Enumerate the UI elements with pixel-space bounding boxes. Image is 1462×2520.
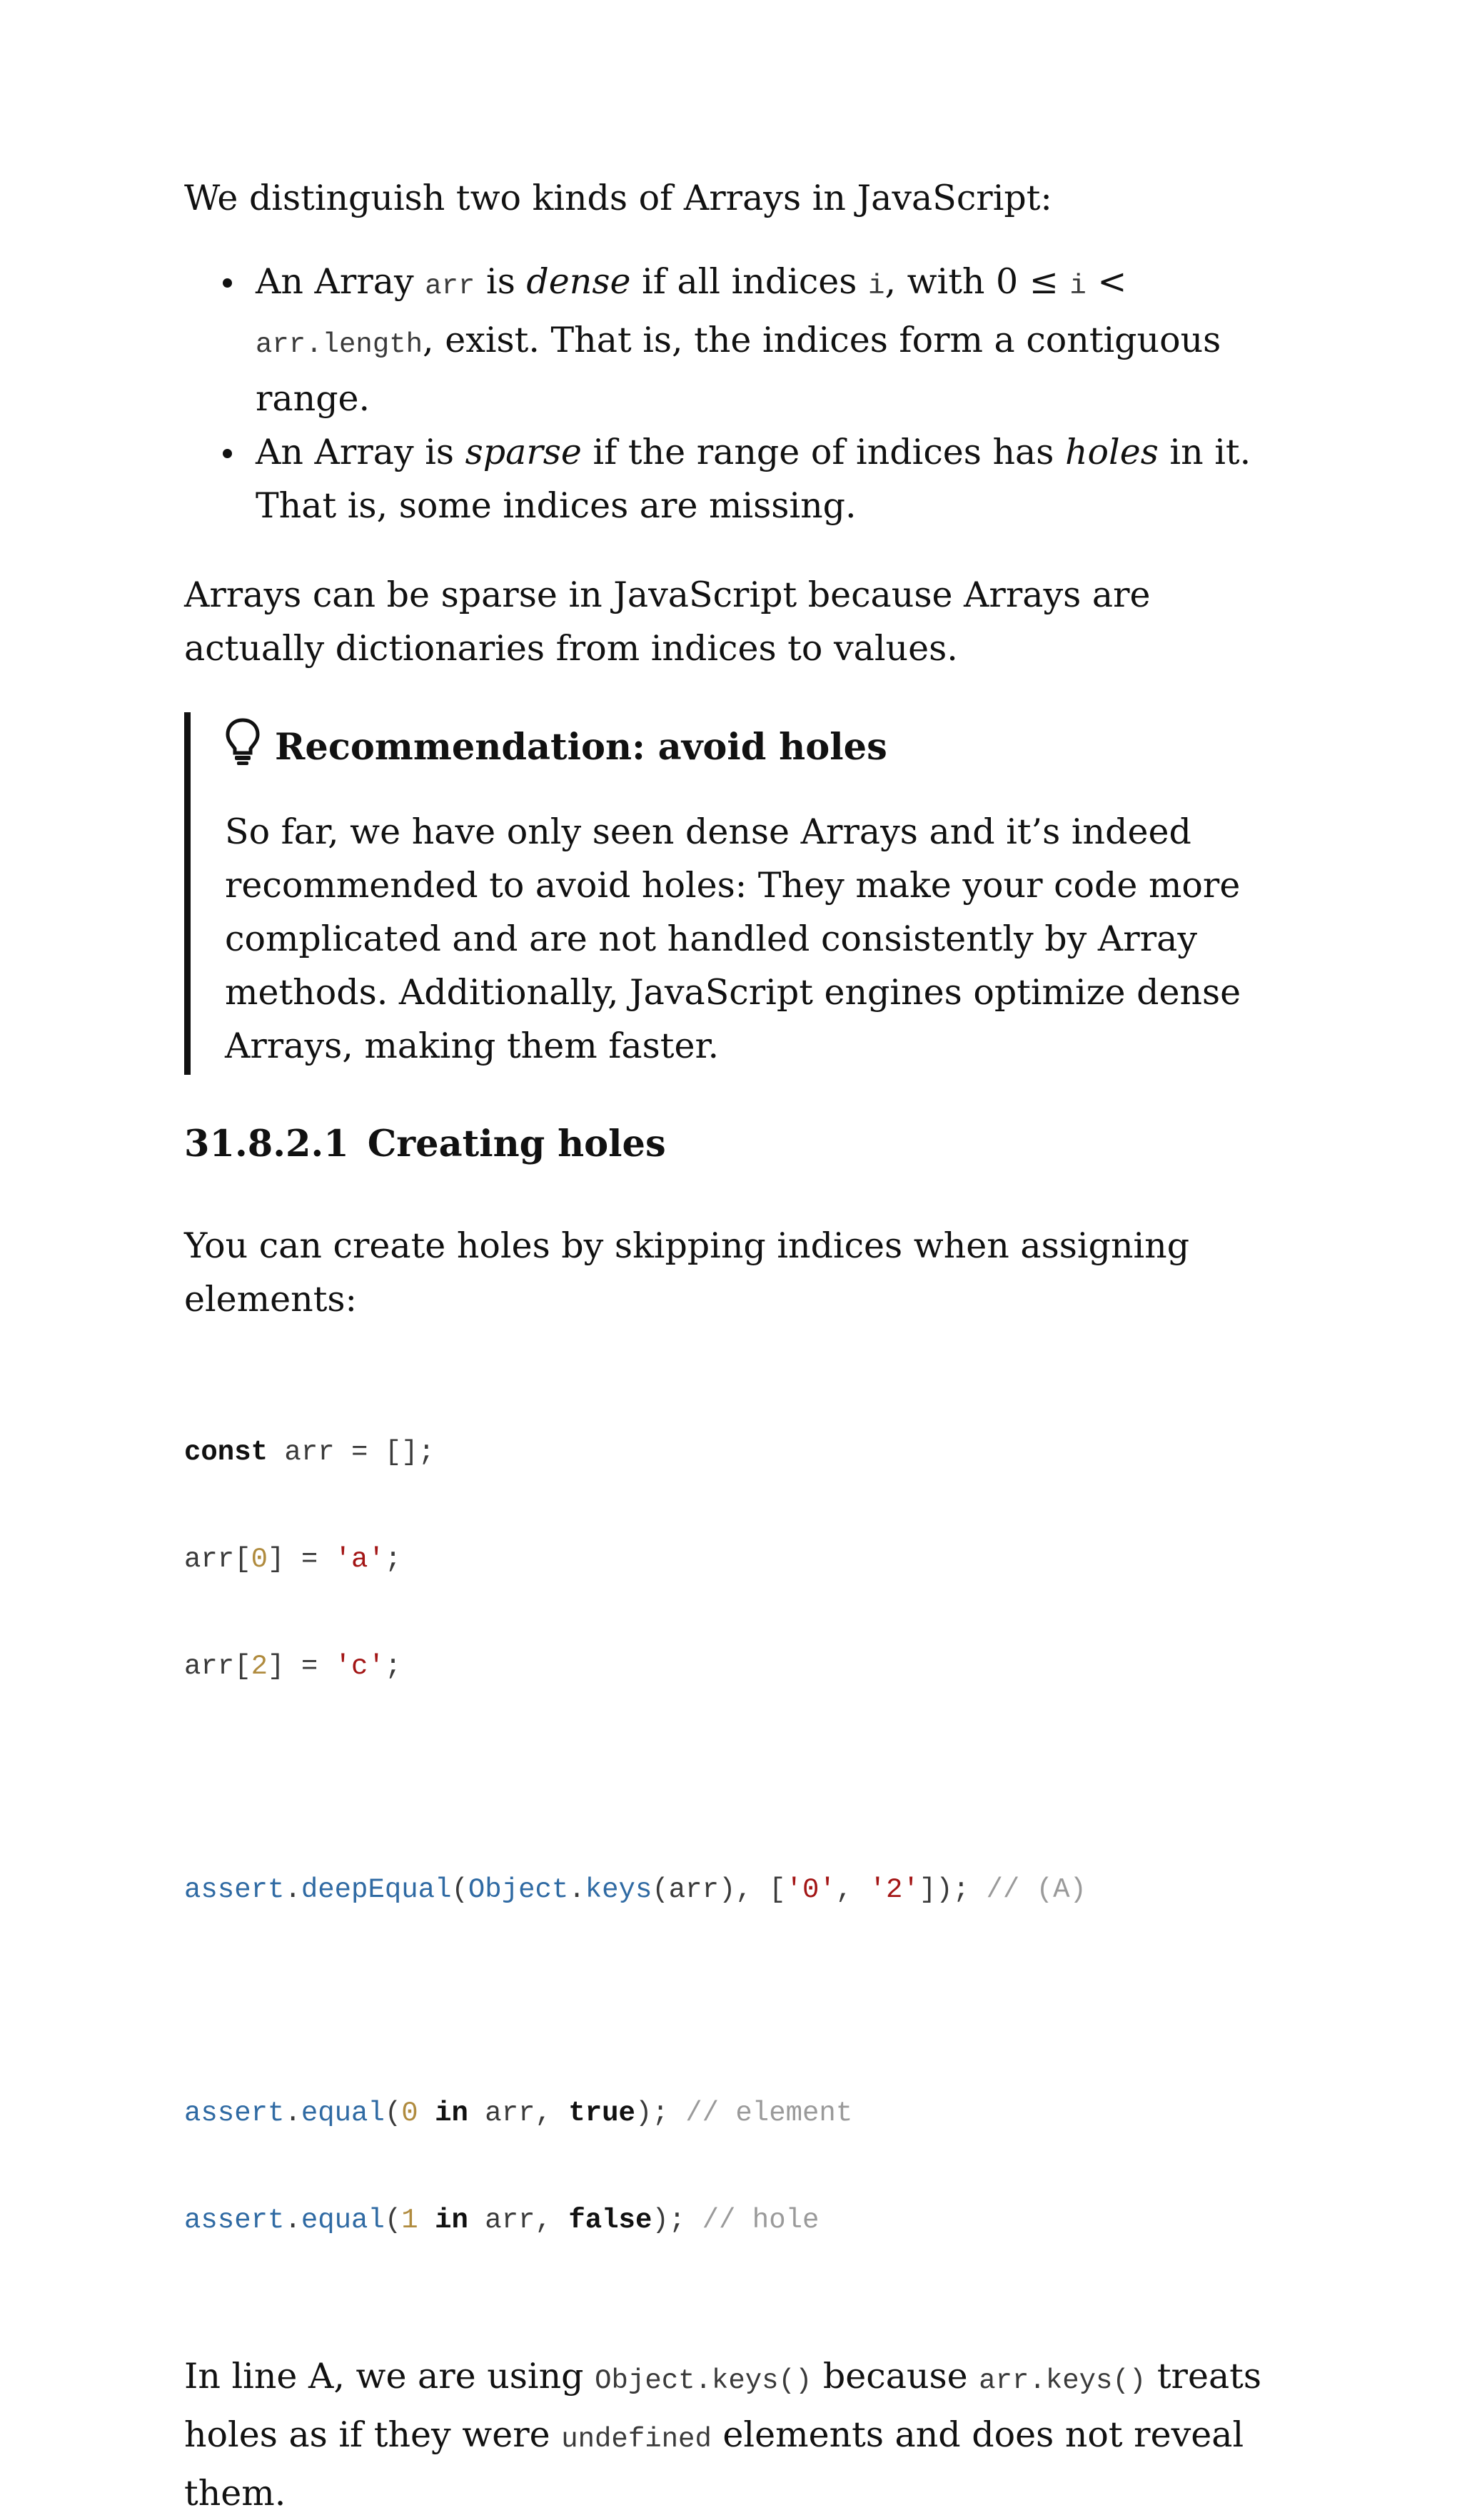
code-keyword: false xyxy=(568,2205,652,2236)
sparse-explanation-paragraph: Arrays can be sparse in JavaScript because Arrays are actually dictionaries from indices to values. xyxy=(184,575,1151,669)
inline-code: undefined xyxy=(561,2424,712,2455)
code-number: 2 xyxy=(251,1651,268,1682)
code-keyword: true xyxy=(568,2098,635,2129)
code-identifier: Object xyxy=(468,1874,569,1906)
code-text: (arr), [ xyxy=(652,1874,786,1906)
array-kinds-list xyxy=(184,255,1298,532)
code-text: ; xyxy=(384,1544,402,1575)
inline-code: i xyxy=(1069,270,1087,302)
code-identifier: assert xyxy=(184,1874,285,1906)
code-text: arr[ xyxy=(184,1544,251,1575)
section-number: 31.8.2.1 xyxy=(184,1123,349,1165)
code-keyword: in xyxy=(418,2098,468,2129)
code-keyword: const xyxy=(184,1437,268,1468)
text: because xyxy=(812,2356,979,2397)
list-item-sparse xyxy=(256,425,1298,532)
code-text: arr, xyxy=(468,2205,569,2236)
code-string: 'c' xyxy=(334,1651,385,1682)
code-text: , xyxy=(835,1874,869,1906)
text: An Array is xyxy=(256,432,465,472)
callout-body: So far, we have only seen dense Arrays and it’s indeed recommended to avoid holes: They make your code more complicated and are not handled consistently by Array methods. Additionally, JavaScript engines optimize dense Arrays, making them faster. xyxy=(225,811,1241,1066)
code-identifier: equal xyxy=(301,2205,385,2236)
code-keyword: in xyxy=(418,2205,468,2236)
code-text: ]); xyxy=(919,1874,987,1906)
code-text: ( xyxy=(451,1874,468,1906)
code-comment: // (A) xyxy=(986,1874,1087,1906)
code-text: . xyxy=(284,2098,301,2129)
emphasis: dense xyxy=(526,261,631,302)
text: In line A, we are using xyxy=(184,2356,595,2397)
code-text: arr = []; xyxy=(268,1437,435,1468)
text: in it. That is, some indices are missing. xyxy=(256,432,1251,526)
lightbulb-icon xyxy=(225,717,261,767)
code-text: ; xyxy=(384,1651,402,1682)
text: if all indices xyxy=(630,261,869,302)
text: is xyxy=(475,261,527,302)
callout-header xyxy=(225,712,1298,776)
code-number: 0 xyxy=(401,2098,418,2129)
emphasis: sparse xyxy=(465,432,582,472)
code-text: ); xyxy=(635,2098,686,2129)
code-line xyxy=(184,1542,1298,1577)
code-text: . xyxy=(284,1874,301,1906)
code-string: '2' xyxy=(869,1874,919,1906)
code-line xyxy=(184,2095,1298,2131)
text: , exist. That is, the indices form a contiguous range. xyxy=(256,320,1221,419)
conclusion-paragraph xyxy=(184,2349,1298,2520)
code-identifier: keys xyxy=(585,1874,652,1906)
inline-code: arr xyxy=(425,270,475,302)
text: elements and does not reveal them. xyxy=(184,2414,1244,2514)
holes-intro-paragraph: You can create holes by skipping indices when assigning elements: xyxy=(184,1225,1190,1320)
code-line xyxy=(184,2202,1298,2238)
inline-code: arr.keys() xyxy=(979,2365,1146,2397)
code-text: . xyxy=(568,1874,585,1906)
code-string: 'a' xyxy=(334,1544,385,1575)
code-text: ); xyxy=(652,2205,702,2236)
inline-code: arr.length xyxy=(256,329,423,360)
code-text: ] = xyxy=(268,1544,335,1575)
code-line xyxy=(184,1872,1298,1908)
section-heading xyxy=(184,1119,1298,1169)
page-content xyxy=(184,171,1298,2520)
list-item-dense xyxy=(256,255,1298,425)
code-text: arr, xyxy=(468,2098,569,2129)
code-blank-line xyxy=(184,1979,1298,2024)
code-identifier: assert xyxy=(184,2098,285,2129)
code-number: 0 xyxy=(251,1544,268,1575)
text: An Array xyxy=(256,261,425,302)
code-text: ( xyxy=(384,2205,402,2236)
code-comment: // hole xyxy=(702,2205,820,2236)
code-string: '0' xyxy=(785,1874,836,1906)
code-text: ( xyxy=(384,2098,402,2129)
code-block xyxy=(184,1363,1298,2309)
text: treats holes as if they were xyxy=(184,2356,1262,2455)
section-title: Creating holes xyxy=(367,1123,666,1165)
code-number: 1 xyxy=(401,2205,418,2236)
emphasis: holes xyxy=(1064,432,1159,472)
code-blank-line xyxy=(184,1756,1298,1801)
code-line xyxy=(184,1649,1298,1684)
code-identifier: equal xyxy=(301,2098,385,2129)
text: < xyxy=(1086,261,1127,302)
code-identifier: assert xyxy=(184,2205,285,2236)
text: , with 0 ≤ xyxy=(884,261,1070,302)
text: if the range of indices has xyxy=(581,432,1065,472)
inline-code: i xyxy=(868,270,885,302)
callout-title: Recommendation: avoid holes xyxy=(275,726,887,769)
code-text: ] = xyxy=(268,1651,335,1682)
recommendation-callout xyxy=(184,712,1298,1075)
code-text: . xyxy=(284,2205,301,2236)
intro-paragraph: We distinguish two kinds of Arrays in JavaScript: xyxy=(184,178,1052,218)
code-comment: // element xyxy=(685,2098,853,2129)
code-line xyxy=(184,1434,1298,1470)
inline-code: Object.keys() xyxy=(595,2365,812,2397)
code-identifier: deepEqual xyxy=(301,1874,452,1906)
code-text: arr[ xyxy=(184,1651,251,1682)
